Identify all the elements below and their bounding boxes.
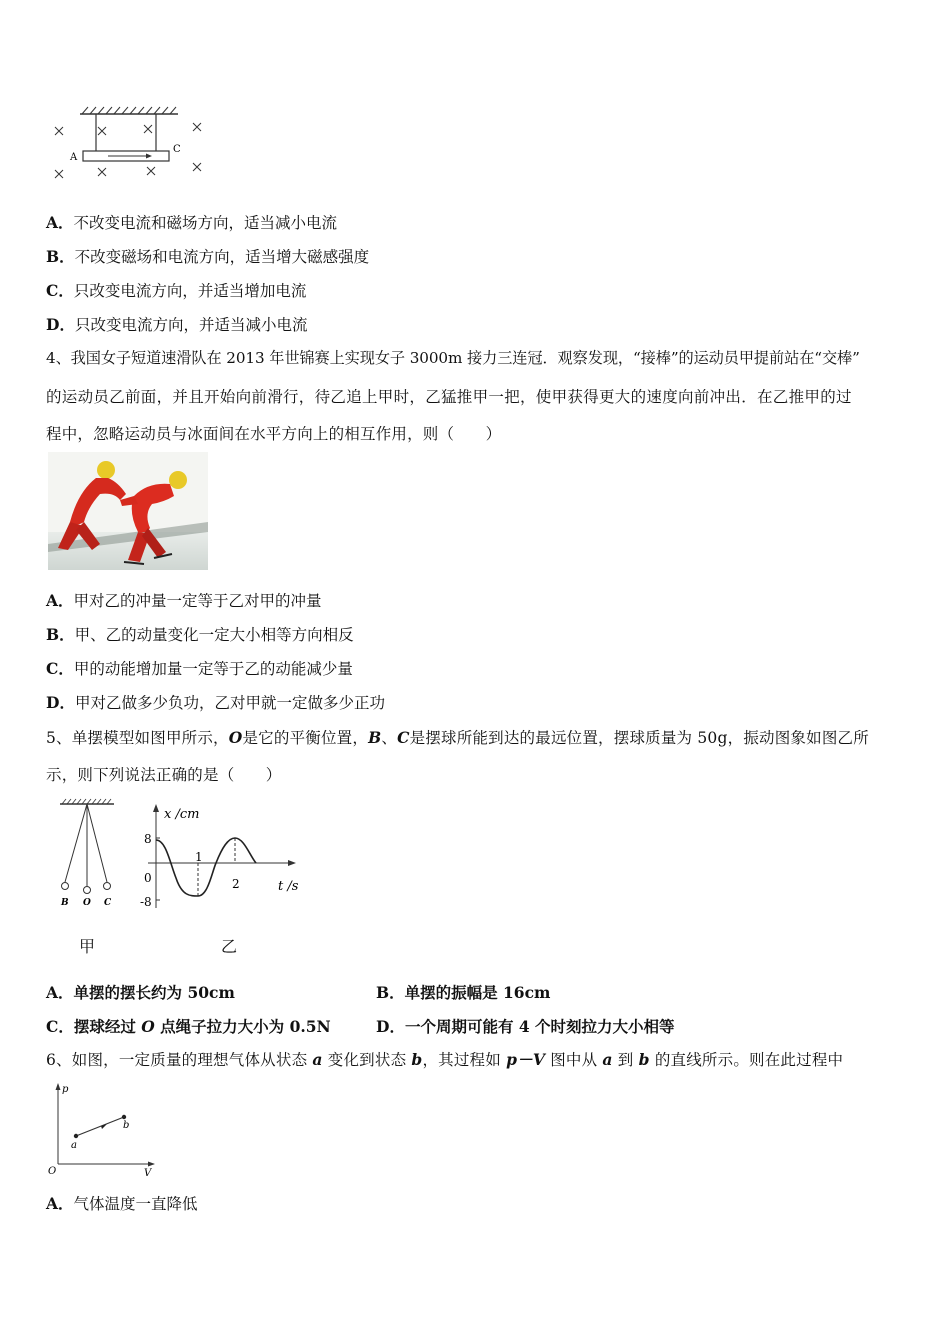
pv-label-b: b [123,1120,130,1131]
q3-figure [48,105,218,190]
q4-option-d: D．甲对乙做多少负功，乙对甲就一定做多少正功 [46,693,385,712]
pv-graph [46,1080,162,1178]
q3-label-c: C [173,144,181,155]
q3-option-a: A．不改变电流和磁场方向，适当减小电流 [46,213,338,232]
q5-option-b: B．单摆的振幅是 16cm [376,983,551,1002]
pendulum-figure [52,798,122,913]
graph-xlabel: t /s [278,879,299,894]
pv-process-line [76,1117,124,1136]
pendulum-label-o: O [83,898,91,908]
figure-caption-jia: 甲 [79,937,96,956]
q5-option-a: A．单摆的摆长约为 50cm [46,983,235,1002]
q4-stem-line3: 程中，忽略运动员与冰面间在水平方向上的相互作用，则（ ） [46,425,502,443]
q4-stem-line1: 4、我国女子短道速滑队在 2013 年世锦赛上实现女子 3000m 接力三连冠．观察发现，“接棒”的运动员甲提前站在“交棒” [46,349,860,367]
q3-option-b: B．不改变磁场和电流方向，适当增大磁感强度 [46,247,370,266]
q3-option-d: D．只改变电流方向，并适当减小电流 [46,315,308,334]
pv-label-p: p [62,1084,69,1095]
q3-label-a: A [70,152,78,163]
q3-option-c: C．只改变电流方向，并适当增加电流 [46,281,307,300]
pendulum-label-b: B [61,898,69,908]
graph-y-bottom: -8 [140,895,152,909]
q4-stem-line2: 的运动员乙前面，并且开始向前滑行，待乙追上甲时，乙猛推甲一把，使甲获得更大的速度向前冲出．在乙推甲的过 [46,388,852,406]
skaters-photo [48,452,208,570]
q4-option-a: A．甲对乙的冲量一定等于乙对甲的冲量 [46,591,322,610]
pv-label-o: O [48,1166,57,1177]
graph-y-top: 8 [144,832,152,846]
graph-t2: 2 [232,877,240,891]
q4-option-c: C．甲的动能增加量一定等于乙的动能减少量 [46,659,353,678]
vibration-curve [156,838,256,896]
q5-stem-line2: 示，则下列说法正确的是（ ） [46,766,282,784]
q5-option-c: C．摆球经过 O 点绳子拉力大小为 0.5N [46,1017,331,1036]
graph-t1: 1 [195,850,203,864]
q6-option-a: A．气体温度一直降低 [46,1194,198,1213]
graph-origin: 0 [144,871,152,885]
q6-stem: 6、如图，一定质量的理想气体从状态 a 变化到状态 b，其过程如 p－V 图中从 a 到 b 的直线所示。则在此过程中 [46,1050,844,1069]
q5-option-d: D．一个周期可能有 4 个时刻拉力大小相等 [376,1017,675,1036]
pv-label-v: V [144,1168,152,1178]
q5-stem-line1: 5、单摆模型如图甲所示，O是它的平衡位置，B、C是摆球所能到达的最远位置，摆球质量为 50g，振动图象如图乙所 [46,728,869,747]
figure-caption-yi: 乙 [221,937,238,956]
graph-ylabel: x /cm [164,807,200,822]
pv-label-a: a [71,1140,77,1151]
pendulum-label-c: C [104,898,112,908]
vibration-graph [138,800,306,912]
q4-option-b: B．甲、乙的动量变化一定大小相等方向相反 [46,625,354,644]
